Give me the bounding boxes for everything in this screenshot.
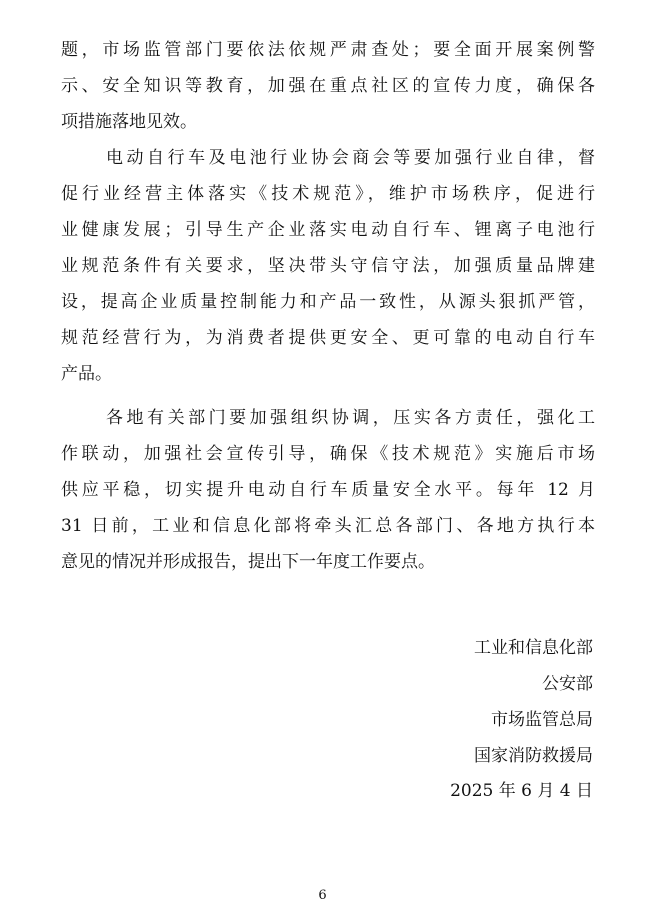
paragraph-2-line-4: 业规范条件有关要求，坚决带头守信守法，加强质量品牌建 <box>61 256 595 276</box>
signature-public-security: 公安部 <box>542 674 593 694</box>
signature-date: 2025 年 6 月 4 日 <box>450 781 593 801</box>
paragraph-1-line-1: 题，市场监管部门要依法依规严肃查处；要全面开展案例警 <box>61 40 595 60</box>
paragraph-2-line-7: 产品。 <box>61 364 112 384</box>
paragraph-2-line-6: 规范经营行为，为消费者提供更安全、更可靠的电动自行车 <box>61 328 595 348</box>
paragraph-2-line-3: 业健康发展；引导生产企业落实电动自行车、锂离子电池行 <box>61 220 595 240</box>
paragraph-3-line-4: 31 日前，工业和信息化部将牵头汇总各部门、各地方执行本 <box>61 516 595 536</box>
paragraph-1-line-3: 项措施落地见效。 <box>61 112 197 132</box>
paragraph-3-line-1: 各地有关部门要加强组织协调，压实各方责任，强化工 <box>106 408 595 428</box>
paragraph-2-line-2: 促行业经营主体落实《技术规范》，维护市场秩序，促进行 <box>61 184 595 204</box>
paragraph-3-line-3: 供应平稳，切实提升电动自行车质量安全水平。每年 12 月 <box>61 480 595 500</box>
paragraph-2-line-1: 电动自行车及电池行业协会商会等要加强行业自律，督 <box>106 148 595 168</box>
signature-market-regulation: 市场监管总局 <box>491 710 593 730</box>
paragraph-3-line-2: 作联动，加强社会宣传引导，确保《技术规范》实施后市场 <box>61 444 595 464</box>
signature-fire-rescue: 国家消防救援局 <box>474 746 593 766</box>
paragraph-1-line-2: 示、安全知识等教育，加强在重点社区的宣传力度，确保各 <box>61 76 595 96</box>
page-number: 6 <box>318 888 327 903</box>
paragraph-2-line-5: 设，提高企业质量控制能力和产品一致性，从源头狠抓严管， <box>61 292 595 312</box>
signature-ministry-industry: 工业和信息化部 <box>474 638 593 658</box>
paragraph-3-line-5: 意见的情况并形成报告，提出下一年度工作要点。 <box>61 552 435 572</box>
